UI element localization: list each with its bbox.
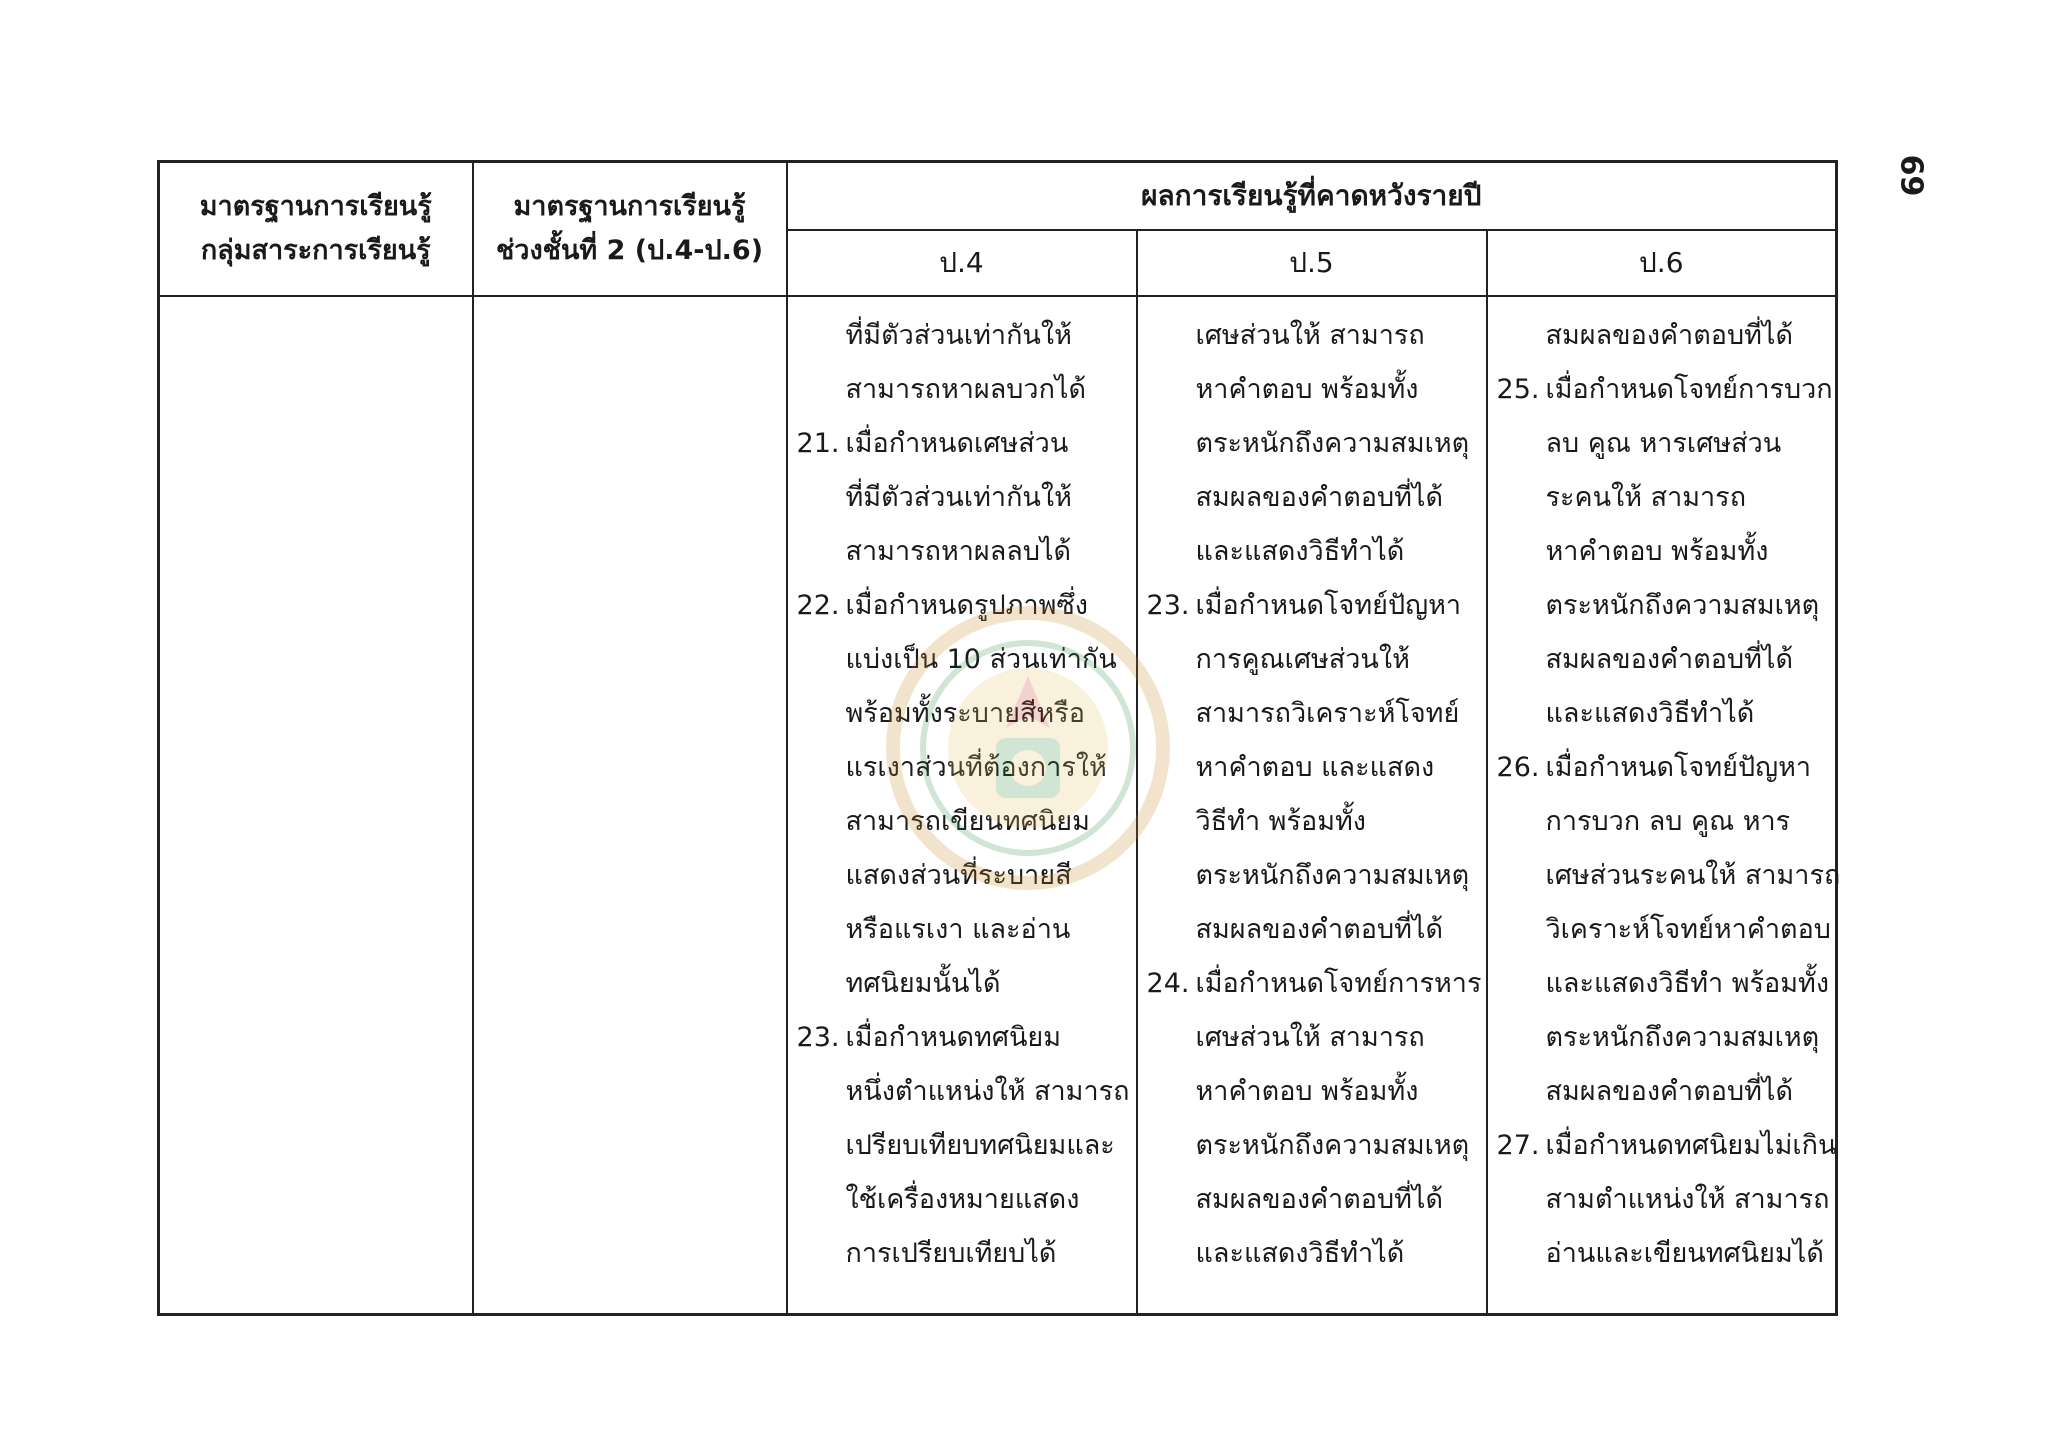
outcome-number — [796, 957, 846, 1011]
outcome-line — [1496, 471, 1836, 525]
outcome-number — [1496, 471, 1546, 525]
outcome-line — [1146, 525, 1486, 579]
outcome-number — [1496, 633, 1546, 687]
outcome-line — [796, 1173, 1136, 1227]
outcome-text: ตระหนักถึงความสมเหตุ — [1195, 427, 1470, 459]
outcome-text: เปรียบเทียบทศนิยมและ — [845, 1129, 1115, 1161]
outcome-text: ใช้เครื่องหมายแสดง — [845, 1183, 1080, 1215]
outcome-text: สามารถเขียนทศนิยม — [845, 805, 1090, 837]
outcome-number — [1146, 417, 1196, 471]
outcome-number — [1496, 687, 1546, 741]
outcome-text: ตระหนักถึงความสมเหตุ — [1545, 589, 1820, 621]
outcome-line — [796, 633, 1136, 687]
outcome-text: เศษส่วนให้ สามารถ — [1195, 1021, 1425, 1053]
outcome-text: สามารถหาผลลบได้ — [845, 535, 1072, 567]
page-number: 69 — [1893, 154, 1929, 197]
outcome-number: 23. — [796, 1021, 840, 1053]
outcome-number — [1496, 795, 1546, 849]
outcome-text: ตระหนักถึงความสมเหตุ — [1195, 1129, 1470, 1161]
outcome-text: สมผลของคำตอบที่ได้ — [1195, 913, 1444, 945]
outcome-line — [1146, 309, 1486, 363]
outcome-number — [796, 525, 846, 579]
outcome-line — [1496, 363, 1836, 417]
outcome-number — [1496, 1065, 1546, 1119]
outcome-number — [796, 309, 846, 363]
outcome-number — [796, 1119, 846, 1173]
outcome-number — [796, 903, 846, 957]
outcome-line — [796, 363, 1136, 417]
outcome-line — [1146, 903, 1486, 957]
outcome-text: หนึ่งตำแหน่งให้ สามารถ — [845, 1075, 1130, 1107]
outcome-number — [1146, 1227, 1196, 1281]
outcome-line — [1146, 1173, 1486, 1227]
outcome-number — [1496, 1173, 1546, 1227]
outcome-text: ตระหนักถึงความสมเหตุ — [1195, 859, 1470, 891]
outcome-line — [1146, 1065, 1486, 1119]
outcome-text: สามตำแหน่งให้ สามารถ — [1545, 1183, 1830, 1215]
outcome-line — [1496, 525, 1836, 579]
outcome-text: เมื่อกำหนดโจทย์การหาร — [1195, 967, 1482, 999]
outcome-number — [1146, 363, 1196, 417]
outcome-number — [1146, 471, 1196, 525]
outcome-text: สมผลของคำตอบที่ได้ — [1545, 643, 1794, 675]
outcome-line — [1146, 687, 1486, 741]
outcome-line — [1496, 1011, 1836, 1065]
outcome-number — [1146, 1119, 1196, 1173]
outcome-line — [1496, 795, 1836, 849]
outcome-line — [1496, 1065, 1836, 1119]
outcome-line — [1496, 849, 1841, 903]
header-expected-outcomes: ผลการเรียนรู้ที่คาดหวังรายปี — [787, 162, 1837, 230]
outcome-line — [1496, 687, 1836, 741]
outcome-number — [796, 1065, 846, 1119]
outcome-line — [1496, 1173, 1836, 1227]
outcome-line — [796, 471, 1136, 525]
outcome-text: เมื่อกำหนดโจทย์การบวก — [1545, 373, 1833, 405]
outcome-line — [796, 849, 1136, 903]
outcome-text: ระคนให้ สามารถ — [1545, 481, 1747, 513]
outcome-line — [1146, 471, 1486, 525]
outcome-number — [1496, 579, 1546, 633]
outcome-text: พร้อมทั้งระบายสีหรือ — [845, 697, 1085, 729]
outcome-number — [1496, 957, 1546, 1011]
outcome-number — [1496, 525, 1546, 579]
outcome-number — [1146, 1011, 1196, 1065]
outcome-text: ลบ คูณ หารเศษส่วน — [1545, 427, 1782, 459]
outcome-line — [1146, 795, 1486, 849]
outcome-line — [796, 903, 1136, 957]
outcome-number — [1496, 903, 1546, 957]
subject-standard-cell — [159, 296, 473, 1315]
outcome-number — [1496, 1227, 1546, 1281]
outcome-text: และแสดงวิธีทำได้ — [1195, 535, 1405, 567]
outcome-number: 25. — [1496, 373, 1540, 405]
outcome-line — [1496, 579, 1836, 633]
outcome-text: เมื่อกำหนดโจทย์ปัญหา — [1195, 589, 1462, 621]
outcome-text: การบวก ลบ คูณ หาร — [1545, 805, 1791, 837]
grade-4-cell — [787, 296, 1137, 1315]
outcome-text: เมื่อกำหนดเศษส่วน — [845, 427, 1069, 459]
outcome-text: สมผลของคำตอบที่ได้ — [1545, 1075, 1794, 1107]
outcome-line — [796, 795, 1136, 849]
outcome-line — [1496, 1227, 1836, 1281]
outcome-number: 21. — [796, 427, 840, 459]
outcome-line — [796, 687, 1136, 741]
outcome-number — [1146, 309, 1196, 363]
outcome-text: แสดงส่วนที่ระบายสี — [845, 859, 1072, 891]
header-grade-5: ป.5 — [1137, 230, 1487, 296]
outcome-line — [1496, 903, 1836, 957]
outcome-line — [1146, 741, 1486, 795]
outcome-number — [1146, 1065, 1196, 1119]
outcome-text: แรเงาส่วนที่ต้องการให้ — [845, 751, 1107, 783]
standards-table — [157, 160, 1841, 1316]
outcome-text: เศษส่วนให้ สามารถ — [1195, 319, 1425, 351]
outcome-number — [1496, 417, 1546, 471]
outcome-number — [796, 687, 846, 741]
outcome-number — [1496, 309, 1546, 363]
outcome-line — [796, 309, 1136, 363]
outcome-text: ตระหนักถึงความสมเหตุ — [1545, 1021, 1820, 1053]
outcome-number — [796, 795, 846, 849]
header-subject-standard-line2: กลุ่มสาระการเรียนรู้ — [200, 234, 431, 266]
outcome-number — [1496, 1011, 1546, 1065]
outcome-line — [796, 417, 1136, 471]
outcome-line — [1146, 1119, 1486, 1173]
outcome-line — [796, 579, 1136, 633]
grade-5-outcomes — [1138, 297, 1486, 1281]
outcome-number — [1146, 849, 1196, 903]
outcome-text: ที่มีตัวส่วนเท่ากันให้ — [845, 319, 1072, 351]
outcome-number — [1146, 795, 1196, 849]
outcome-line — [1496, 309, 1836, 363]
grade-6-cell — [1487, 296, 1841, 1315]
outcome-line — [1146, 417, 1486, 471]
outcome-text: เมื่อกำหนดรูปภาพซึ่ง — [845, 589, 1088, 621]
outcome-text: เมื่อกำหนดทศนิยม — [845, 1021, 1062, 1053]
outcome-line — [796, 1065, 1136, 1119]
outcome-line — [796, 1119, 1136, 1173]
outcome-line — [1146, 957, 1486, 1011]
outcome-number — [796, 471, 846, 525]
header-level-standard-line1: มาตรฐานการเรียนรู้ — [513, 190, 746, 222]
header-level-standard — [473, 162, 787, 296]
outcome-line — [796, 1227, 1136, 1281]
outcome-text: หาคำตอบ และแสดง — [1195, 751, 1435, 783]
outcome-text: เมื่อกำหนดทศนิยมไม่เกิน — [1545, 1129, 1837, 1161]
header-grade-4: ป.4 — [787, 230, 1137, 296]
outcome-number: 22. — [796, 589, 840, 621]
outcome-text: แบ่งเป็น 10 ส่วนเท่ากัน — [845, 643, 1117, 675]
outcome-text: หรือแรเงา และอ่าน — [845, 913, 1071, 945]
outcome-number: 27. — [1496, 1129, 1540, 1161]
outcome-line — [1496, 957, 1836, 1011]
outcome-text: สามารถหาผลบวกได้ — [845, 373, 1087, 405]
outcome-text: เศษส่วนระคนให้ สามารถ — [1545, 859, 1841, 891]
outcome-number: 26. — [1496, 751, 1540, 783]
outcome-line — [1146, 1227, 1486, 1281]
outcome-text: สมผลของคำตอบที่ได้ — [1195, 1183, 1444, 1215]
outcome-number — [1146, 633, 1196, 687]
outcome-number: 24. — [1146, 967, 1190, 999]
outcome-line — [1496, 633, 1836, 687]
outcome-text: สามารถวิเคราะห์โจทย์ — [1195, 697, 1460, 729]
outcome-text: หาคำตอบ พร้อมทั้ง — [1195, 1075, 1419, 1107]
outcome-text: หาคำตอบ พร้อมทั้ง — [1545, 535, 1769, 567]
level-standard-cell — [473, 296, 787, 1315]
outcome-number: 23. — [1146, 589, 1190, 621]
outcome-number — [796, 633, 846, 687]
outcome-line — [1146, 363, 1486, 417]
outcome-number — [1146, 525, 1196, 579]
outcome-line — [796, 741, 1136, 795]
outcome-text: เมื่อกำหนดโจทย์ปัญหา — [1545, 751, 1812, 783]
outcome-text: และแสดงวิธีทำได้ — [1545, 697, 1755, 729]
outcome-line — [1146, 1011, 1486, 1065]
grade-5-cell — [1137, 296, 1487, 1315]
outcome-number — [796, 849, 846, 903]
outcome-line — [1496, 1119, 1836, 1173]
grade-6-outcomes — [1488, 297, 1841, 1281]
outcome-text: ทศนิยมนั้นได้ — [845, 967, 1001, 999]
outcome-text: สมผลของคำตอบที่ได้ — [1195, 481, 1444, 513]
outcome-line — [796, 957, 1136, 1011]
outcome-text: สมผลของคำตอบที่ได้ — [1545, 319, 1794, 351]
outcome-line — [796, 1011, 1136, 1065]
outcome-text: วิเคราะห์โจทย์หาคำตอบ — [1545, 913, 1831, 945]
outcome-number — [796, 1227, 846, 1281]
outcome-text: วิธีทำ พร้อมทั้ง — [1195, 805, 1366, 837]
outcome-text: การคูณเศษส่วนให้ — [1195, 643, 1410, 675]
outcome-line — [1496, 741, 1836, 795]
header-level-standard-line2: ช่วงชั้นที่ 2 (ป.4-ป.6) — [495, 234, 764, 266]
outcome-number — [1146, 903, 1196, 957]
outcome-text: หาคำตอบ พร้อมทั้ง — [1195, 373, 1419, 405]
outcome-text: การเปรียบเทียบได้ — [845, 1237, 1057, 1269]
outcome-number — [796, 363, 846, 417]
outcome-text: อ่านและเขียนทศนิยมได้ — [1545, 1237, 1824, 1269]
outcome-text: และแสดงวิธีทำ พร้อมทั้ง — [1545, 967, 1830, 999]
outcome-text: ที่มีตัวส่วนเท่ากันให้ — [845, 481, 1072, 513]
header-grade-6: ป.6 — [1487, 230, 1837, 296]
outcome-line — [796, 525, 1136, 579]
outcome-line — [1496, 417, 1836, 471]
outcome-number — [796, 1173, 846, 1227]
outcome-number — [1146, 687, 1196, 741]
outcome-line — [1146, 579, 1486, 633]
outcome-number — [1146, 1173, 1196, 1227]
outcome-number — [1146, 741, 1196, 795]
header-subject-standard-line1: มาตรฐานการเรียนรู้ — [199, 190, 432, 222]
outcome-number — [1496, 849, 1546, 903]
header-subject-standard — [159, 162, 473, 296]
outcome-line — [1146, 633, 1486, 687]
grade-4-outcomes — [788, 297, 1136, 1281]
outcome-number — [796, 741, 846, 795]
outcome-text: และแสดงวิธีทำได้ — [1195, 1237, 1405, 1269]
outcome-line — [1146, 849, 1486, 903]
